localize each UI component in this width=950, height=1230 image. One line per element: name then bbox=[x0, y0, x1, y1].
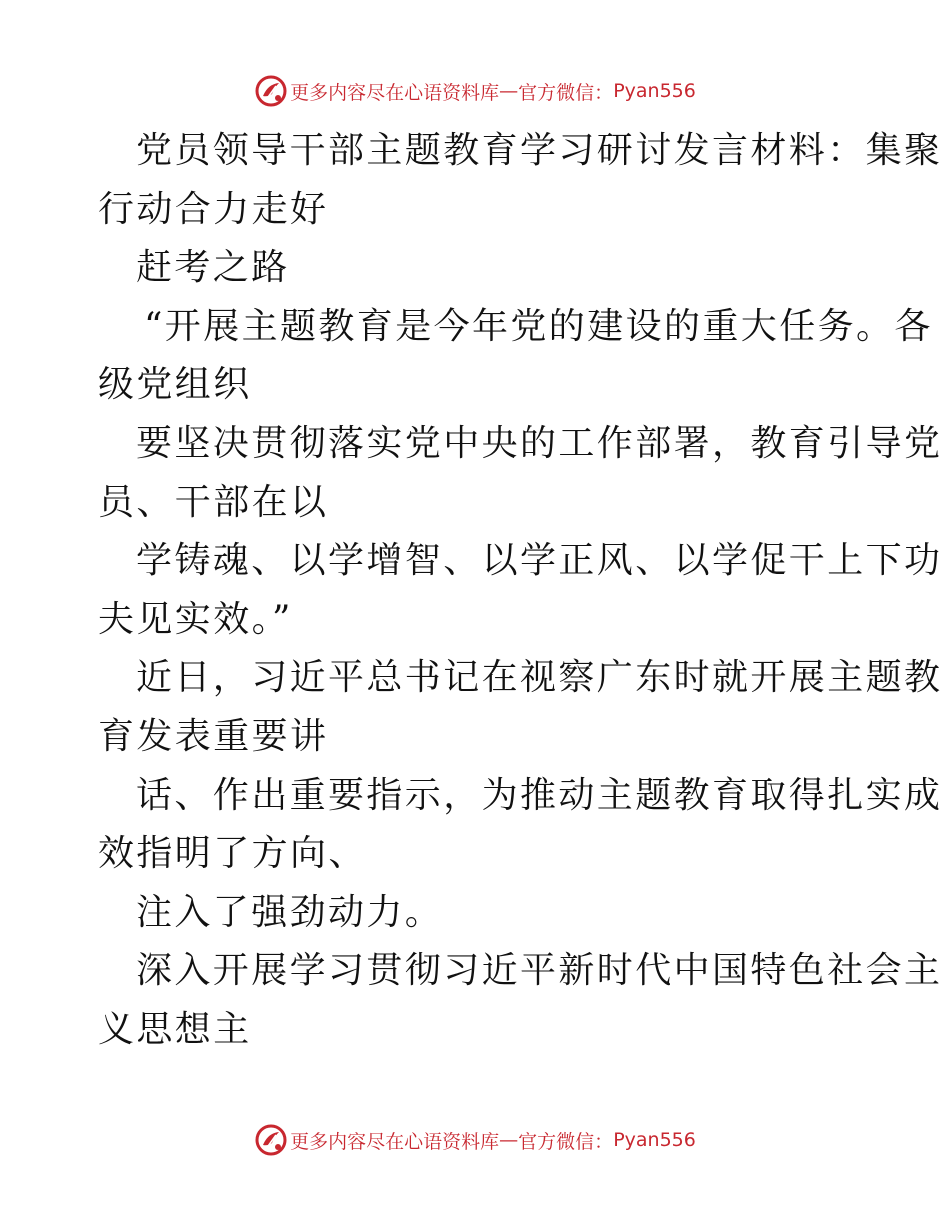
watermark-prefix: 更多内容尽在心语资料库 bbox=[290, 1130, 500, 1153]
watermark-account: Pyan556 bbox=[613, 1129, 696, 1151]
text-line: 育发表重要讲 bbox=[98, 715, 329, 757]
text-line: 近日，习近平总书记在视察广东时就开展主题教 bbox=[136, 657, 943, 699]
watermark-dash: — bbox=[499, 1129, 519, 1151]
watermark-channel: 官方微信： bbox=[518, 81, 614, 104]
text-line: 党员领导干部主题教育学习研讨发言材料：集聚 bbox=[136, 130, 943, 171]
text-line: 注入了强劲动力。 bbox=[136, 891, 444, 933]
text-line: “开展主题教育是今年党的建设的重大任务。各 bbox=[144, 305, 933, 347]
text-line: 员、干部在以 bbox=[98, 481, 329, 523]
document-body bbox=[98, 122, 943, 1060]
header-watermark bbox=[0, 71, 950, 111]
text-line: 级党组织 bbox=[98, 364, 252, 406]
text-line: 夫见实效。” bbox=[98, 598, 293, 640]
watermark-dash: — bbox=[499, 80, 519, 102]
watermark-channel: 官方微信： bbox=[518, 1130, 614, 1153]
text-line: 深入开展学习贯彻习近平新时代中国特色社会主 bbox=[136, 950, 943, 992]
footer-watermark bbox=[0, 1120, 950, 1160]
text-line: 话、作出重要指示，为推动主题教育取得扎实成 bbox=[136, 774, 943, 816]
watermark-account: Pyan556 bbox=[613, 80, 696, 102]
text-line: 义思想主 bbox=[98, 1008, 252, 1050]
red-circular-logo-icon bbox=[254, 1123, 288, 1157]
text-line: 效指明了方向、 bbox=[98, 833, 367, 875]
text-line: 学铸魂、以学增智、以学正风、以学促干上下功 bbox=[136, 540, 943, 582]
text-line: 行动合力走好 bbox=[98, 188, 329, 230]
text-line: 要坚决贯彻落实党中央的工作部署，教育引导党 bbox=[136, 422, 943, 464]
text-line: 赶考之路 bbox=[136, 247, 290, 289]
watermark-prefix: 更多内容尽在心语资料库 bbox=[290, 81, 500, 104]
red-circular-logo-icon bbox=[254, 74, 288, 108]
